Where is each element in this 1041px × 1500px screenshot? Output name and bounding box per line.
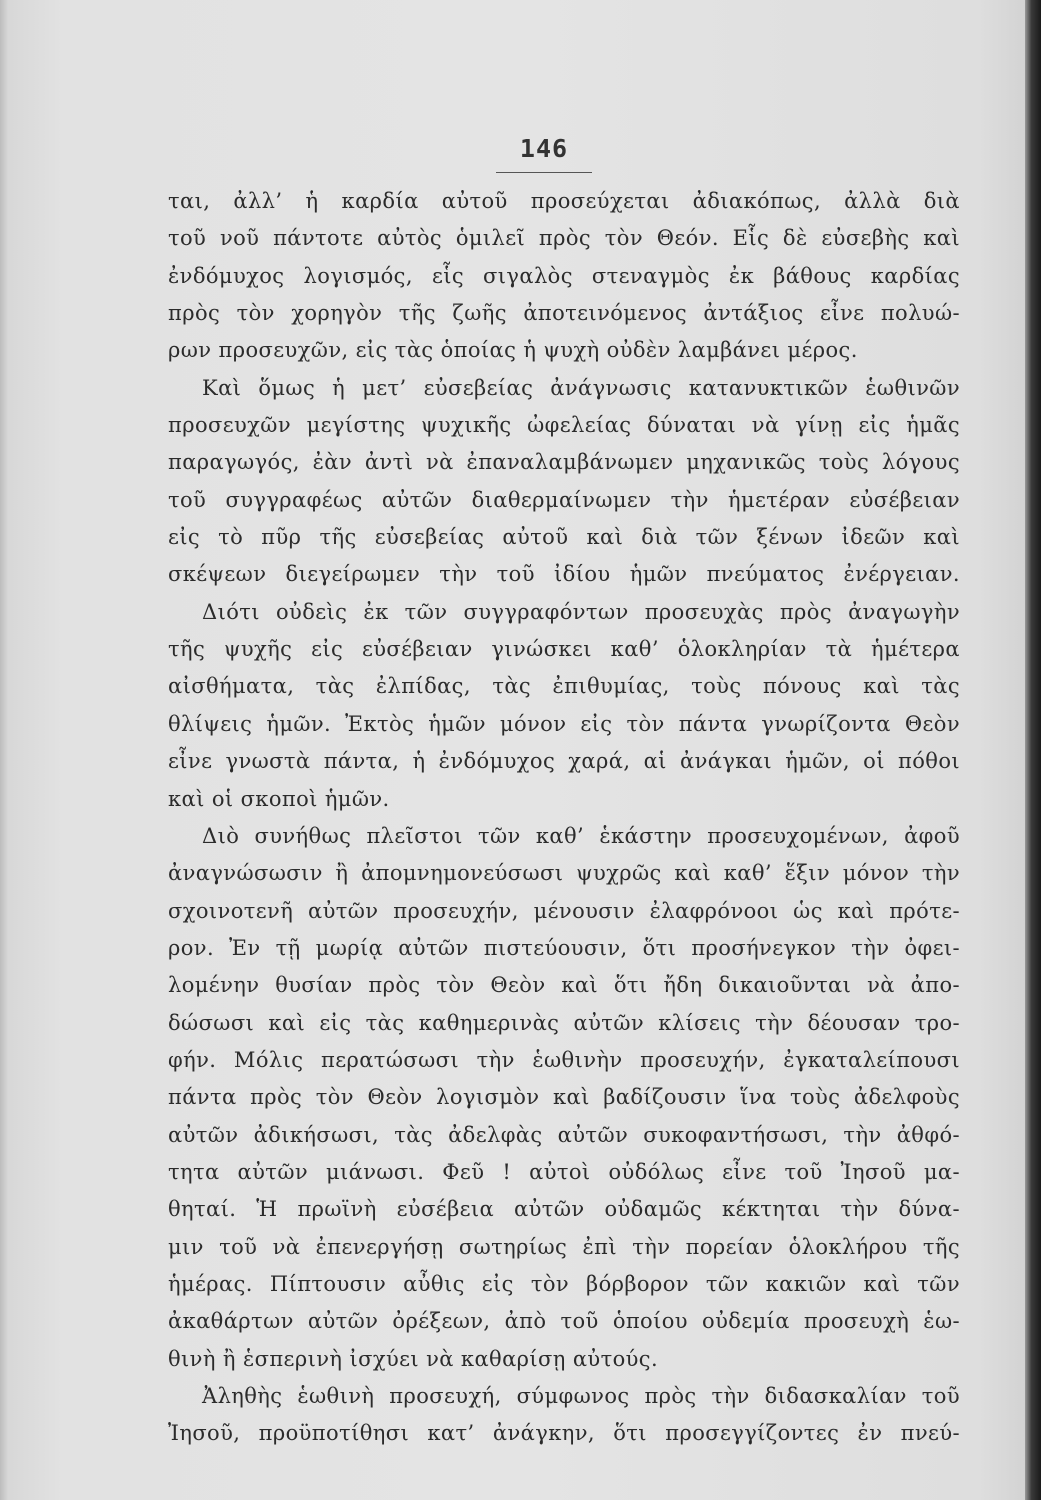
text-line: αἰσθήματα, τὰς ἐλπίδας, τὰς ἐπιθυμίας, τοὺς πόνους καὶ τὰς (168, 674, 960, 699)
text-line: καὶ οἱ σκοποὶ ἡμῶν. (168, 786, 390, 811)
page-left-shadow (0, 0, 8, 1500)
text-line: Ἀληθὴς ἑωθινὴ προσευχή, σύμφωνος πρὸς τὴν διδασκαλίαν τοῦ (202, 1384, 960, 1408)
text-line: τοῦ συγγραφέως αὐτῶν διαθερμαίνωμεν τὴν ἡμετέραν εὐσέβειαν (168, 487, 960, 512)
text-line: Διότι οὐδεὶς ἐκ τῶν συγγραφόντων προσευχὰς πρὸς ἀναγωγὴν (202, 599, 960, 624)
text-line: Διὸ συνήθως πλεῖστοι τῶν καθ’ ἑκάστην προσευχομένων, ἀφοῦ (202, 823, 960, 848)
text-line: ρων προσευχῶν, εἰς τὰς ὁποίας ἡ ψυχὴ οὐδὲν λαμβάνει μέρος. (168, 338, 858, 363)
text-line: σχοινοτενῆ αὐτῶν προσευχήν, μένουσιν ἐλαφρόνοοι ὡς καὶ πρότε- (168, 898, 960, 923)
text-line: εἰς τὸ πῦρ τῆς εὐσεβείας αὐτοῦ καὶ διὰ τῶν ξένων ἰδεῶν καὶ (168, 525, 960, 550)
page-right-edge (1025, 0, 1041, 1500)
text-line: θλίψεις ἡμῶν. Ἐκτὸς ἡμῶν μόνον εἰς τὸν πάντα γνωρίζοντα Θεὸν (168, 711, 960, 736)
text-line: τοῦ νοῦ πάντοτε αὐτὸς ὁμιλεῖ πρὸς τὸν Θεόν. Εἷς δὲ εὐσεβὴς καὶ (168, 226, 960, 251)
text-line: θινὴ ἢ ἑσπερινὴ ἰσχύει νὰ καθαρίσῃ αὐτούς. (168, 1346, 659, 1371)
text-line: Καὶ ὅμως ἡ μετ’ εὐσεβείας ἀνάγνωσις κατανυκτικῶν ἑωθινῶν (202, 375, 960, 400)
page-number: 146 (519, 134, 569, 163)
text-line: σκέψεων διεγείρωμεν τὴν τοῦ ἰδίου ἡμῶν πνεύματος ἐνέργειαν. (168, 562, 960, 587)
page-number-rule (496, 172, 592, 173)
text-line: αὐτῶν ἀδικήσωσι, τὰς ἀδελφὰς αὐτῶν συκοφαντήσωσι, τὴν ἀθφό- (168, 1122, 960, 1147)
text-line: τῆς ψυχῆς εἰς εὐσέβειαν γινώσκει καθ’ ὁλοκληρίαν τὰ ἡμέτερα (168, 637, 960, 662)
text-line: ρον. Ἐν τῇ μωρίᾳ αὐτῶν πιστεύουσιν, ὅτι προσήνεγκον τὴν ὀφει- (168, 935, 960, 960)
text-line: τητα αὐτῶν μιάνωσι. Φεῦ ! αὐτοὶ οὐδόλως εἶνε τοῦ Ἰησοῦ μα- (168, 1159, 960, 1184)
text-line: πρὸς τὸν χορηγὸν τῆς ζωῆς ἀποτεινόμενος ἀντάξιος εἶνε πολυώ- (168, 301, 960, 326)
text-line: δώσωσι καὶ εἰς τὰς καθημερινὰς αὐτῶν κλίσεις τὴν δέουσαν τρο- (168, 1010, 960, 1035)
text-line: εἶνε γνωστὰ πάντα, ἡ ἐνδόμυχος χαρά, αἱ ἀνάγκαι ἡμῶν, οἱ πόθοι (168, 749, 960, 774)
text-line: θηταί. Ἡ πρωϊνὴ εὐσέβεια αὐτῶν οὐδαμῶς κέκτηται τὴν δύνα- (168, 1197, 960, 1222)
text-line: φήν. Μόλις περατώσωσι τὴν ἑωθινὴν προσευχήν, ἐγκαταλείπουσι (168, 1047, 960, 1072)
text-line: προσευχῶν μεγίστης ψυχικῆς ὠφελείας δύναται νὰ γίνῃ εἰς ἡμᾶς (168, 413, 960, 438)
body-text (168, 183, 960, 1453)
text-line: ἐνδόμυχος λογισμός, εἷς σιγαλὸς στεναγμὸς ἐκ βάθους καρδίας (168, 263, 960, 288)
text-line: λομένην θυσίαν πρὸς τὸν Θεὸν καὶ ὅτι ἤδη δικαιοῦνται νὰ ἀπο- (168, 973, 960, 998)
text-line: ἡμέρας. Πίπτουσιν αὖθις εἰς τὸν βόρβορον τῶν κακιῶν καὶ τῶν (168, 1271, 960, 1296)
text-line: Ἰησοῦ, προϋποτίθησι κατ’ ἀνάγκην, ὅτι προσεγγίζοντες ἐν πνεύ- (168, 1421, 960, 1446)
text-line: ἀναγνώσωσιν ἢ ἀπομνημονεύσωσι ψυχρῶς καὶ καθ’ ἕξιν μόνον τὴν (168, 861, 960, 886)
text-line: παραγωγός, ἐὰν ἀντὶ νὰ ἐπαναλαμβάνωμεν μηχανικῶς τοὺς λόγους (168, 450, 960, 475)
text-line: πάντα πρὸς τὸν Θεὸν λογισμὸν καὶ βαδίζουσιν ἵνα τοὺς ἀδελφοὺς (168, 1085, 960, 1110)
text-line: μιν τοῦ νὰ ἐπενεργήσῃ σωτηρίως ἐπὶ τὴν πορείαν ὁλοκλήρου τῆς (168, 1234, 960, 1259)
text-line: ται, ἀλλ’ ἡ καρδία αὐτοῦ προσεύχεται ἀδιακόπως, ἀλλὰ διὰ (168, 189, 960, 213)
text-line: ἀκαθάρτων αὐτῶν ὀρέξεων, ἀπὸ τοῦ ὁποίου οὐδεμία προσευχὴ ἑω- (168, 1309, 960, 1334)
